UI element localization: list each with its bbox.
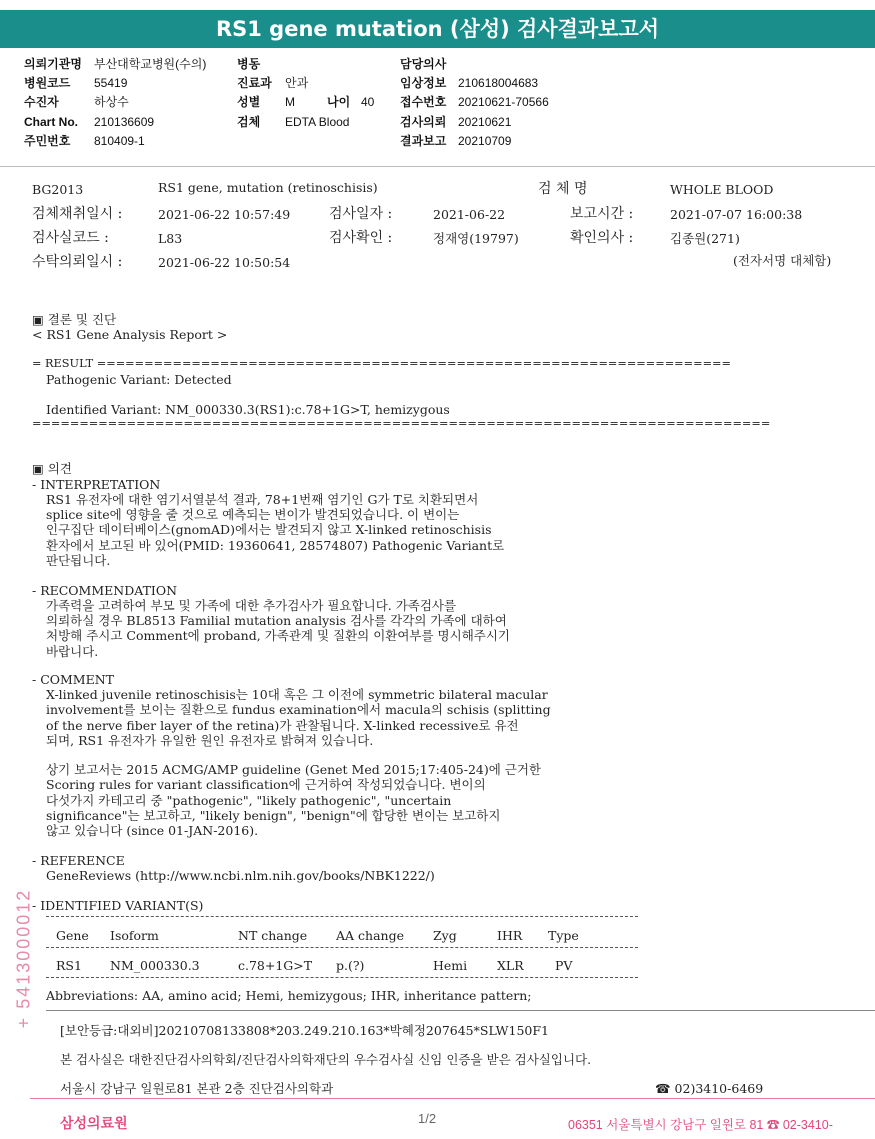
recom-line: 가족력을 고려하여 부모 및 가족에 대한 추가검사가 필요합니다. 가족검사를 [46,598,457,613]
header-key: 의뢰기관명 [24,57,82,71]
header-value: 20210621 [458,115,512,129]
header-value: 810409-1 [94,134,145,148]
confirm-value: 정재영(19797) [433,231,519,246]
identified-variant: Identified Variant: NM_000330.3(RS1):c.78+1G>T, hemizygous [46,402,450,417]
identified-variants-heading: - IDENTIFIED VARIANT(S) [32,898,204,913]
table-cell-type: PV [555,958,573,973]
table-header-ihr: IHR [497,928,523,943]
header-row-ward [237,56,285,72]
comment2-line: 상기 보고서는 2015 ACMG/AMP guideline (Genet Med 2015;17:405-24)에 근거한 [46,762,541,777]
page-number: 1/2 [418,1111,437,1126]
header-key: Chart No. [24,115,78,129]
header-row-department [237,75,308,91]
header-key: 진료과 [237,76,272,90]
reporttime-value: 2021-07-07 16:00:38 [670,207,803,222]
header-key: 병동 [237,57,261,71]
header-row-institution [24,56,206,72]
reference-link: GeneReviews (http://www.ncbi.nlm.nih.gov/books/NBK1222/) [46,868,435,883]
side-barcode-number: + 5413000012 [13,888,34,1029]
recom-line: 바랍니다. [46,644,99,659]
header-row-specimen [237,114,349,130]
reporttime-label: 보고시간 : [570,206,634,222]
pathogenic-status: Pathogenic Variant: Detected [46,372,232,387]
header-row-hospital-code [24,75,127,91]
certification-text: 본 검사실은 대한진단검사의학회/진단검사의학재단의 우수검사실 신임 인증을 받은 검사실입니다. [60,1052,592,1067]
header-key: 검사의뢰 [400,115,447,129]
header-key: 병원코드 [24,76,71,90]
patient-header [0,48,875,167]
header-key: 성별 [237,95,261,109]
testdate-label: 검사일자 : [329,206,393,222]
comment-line: 되며, RS1 유전자가 유일한 원인 유전자로 밝혀져 있습니다. [46,733,374,748]
table-cell-gene: RS1 [56,958,82,973]
interp-line: RS1 유전자에 대한 염기서열분석 결과, 78+1번째 염기인 G가 T로 치환되면서 [46,492,479,507]
confirm-label: 검사확인 : [329,230,393,246]
header-value: 210618004683 [458,76,539,90]
header-key: 담당의사 [400,57,447,71]
test-code: BG2013 [32,182,84,197]
header-value: M [285,95,295,109]
header-key: 나이 [327,95,351,109]
bottom-address: 06351 서울특별시 강남구 일원로 81 ☎ 02-3410- [568,1118,833,1132]
abbreviations: Abbreviations: AA, amino acid; Hemi, hemizygous; IHR, inheritance pattern; [46,988,532,1003]
table-top-rule [46,916,638,917]
bottom-bar [0,1101,875,1139]
header-key: 임상정보 [400,76,447,90]
comment-heading: - COMMENT [32,672,115,687]
header-value: 20210621-70566 [458,95,549,109]
interp-line: 환자에서 보고된 바 있어(PMID: 19360641, 28574807) Pathogenic Variant로 [46,538,505,553]
header-key: 접수번호 [400,95,447,109]
recommendation-heading: - RECOMMENDATION [32,583,178,598]
lab-phone: ☎ 02)3410-6469 [655,1081,764,1096]
table-header-aa: AA change [336,928,404,943]
pink-divider [30,1098,875,1099]
table-cell-ihr: XLR [497,958,524,973]
report-title: RS1 gene mutation (삼성) 검사결과보고서 [0,10,875,48]
comment-line: of the nerve fiber layer of the retina)가 관찰됩니다. X-linked recessive로 유전 [46,718,519,733]
header-value: 40 [361,95,375,109]
header-value: 55419 [94,76,128,90]
report-subtitle: < RS1 Gene Analysis Report > [32,327,228,342]
collect-value: 2021-06-22 10:57:49 [158,207,291,222]
table-cell-zyg: Hemi [433,958,468,973]
header-row-sex [237,94,295,110]
security-line: [보안등급:대외비]20210708133808*203.249.210.163*박혜정207645*SLW150F1 [60,1023,549,1038]
doctor-label: 확인의사 : [570,230,634,246]
labcode-value: L83 [158,231,183,246]
doctor-value: 김종원(271) [670,231,740,246]
footer-divider [46,1010,875,1011]
table-cell-isoform: NM_000330.3 [110,958,200,973]
header-key: 검체 [237,115,261,129]
header-row-patient [24,94,129,110]
result-rule: = RESULT =================================================================== [32,357,731,370]
opinion-heading: ▣ 의견 [32,461,72,476]
header-row-physician [400,56,458,72]
header-value: EDTA Blood [285,115,350,129]
collect-label: 검체채취일시 : [32,206,123,222]
header-value: 20210709 [458,134,512,148]
header-row-age [327,94,374,110]
table-cell-aa: p.(?) [336,958,365,973]
header-value: 210136609 [94,115,155,129]
recom-line: 처방해 주시고 Comment에 proband, 가족관계 및 질환의 이환여부를 명시해주시기 [46,628,510,643]
conclusion-heading: ▣ 결론 및 진단 [32,312,117,327]
header-value: 하상수 [94,95,129,109]
reference-heading: - REFERENCE [32,853,125,868]
header-row-clinical-info [400,75,538,91]
specimen-value: WHOLE BLOOD [670,182,774,197]
table-header-isoform: Isoform [110,928,159,943]
specimen-label: 검 체 명 [538,181,588,197]
table-header-gene: Gene [56,928,89,943]
comment2-line: 않고 있습니다 (since 01-JAN-2016). [46,823,259,838]
header-row-chart-no [24,114,154,130]
esign-note: (전자서명 대체함) [733,253,832,268]
header-row-id-number [24,133,145,149]
labcode-label: 검사실코드 : [32,230,109,246]
header-value: 안과 [285,76,309,90]
header-key: 수진자 [24,95,59,109]
org-name: 삼성의료원 [60,1115,128,1131]
comment-line: involvement를 보이는 질환으로 fundus examination에서 macula의 schisis (splitting [46,702,551,717]
header-row-receipt-no [400,94,549,110]
comment2-line: significance"는 보고하고, "likely benign", "benign"에 합당한 변이는 보고하지 [46,808,501,823]
header-row-request-date [400,114,511,130]
testdate-value: 2021-06-22 [433,207,506,222]
comment2-line: 다섯가지 카테고리 중 "pathogenic", "likely pathogenic", "uncertain [46,793,452,808]
equals-rule: ============================================================================== [32,417,771,430]
interp-line: splice site에 영향을 줄 것으로 예측되는 변이가 발견되었습니다. 이 변이는 [46,507,460,522]
recom-line: 의뢰하실 경우 BL8513 Familial mutation analysis 검사를 각각의 가족에 대하여 [46,613,507,628]
receive-label: 수탁의뢰일시 : [32,254,123,270]
header-value: 부산대학교병원(수의) [94,57,207,71]
receive-value: 2021-06-22 10:50:54 [158,255,291,270]
table-header-type: Type [548,928,579,943]
interp-line: 인구집단 데이터베이스(gnomAD)에서는 발견되지 않고 X-linked retinoschisis [46,522,492,537]
interp-line: 판단됩니다. [46,553,111,568]
lab-address: 서울시 강남구 일원로81 본관 2층 진단검사의학과 [60,1081,334,1096]
header-key: 결과보고 [400,134,447,148]
table-header-zyg: Zyg [433,928,457,943]
header-row-report-date [400,133,511,149]
table-header-nt: NT change [238,928,308,943]
table-cell-nt: c.78+1G>T [238,958,313,973]
table-bottom-rule [46,977,638,978]
comment2-line: Scoring rules for variant classification에 근거하여 작성되었습니다. 변이의 [46,777,486,792]
table-header-rule [46,947,638,948]
header-key: 주민번호 [24,134,71,148]
test-name: RS1 gene, mutation (retinoschisis) [158,180,378,195]
comment-line: X-linked juvenile retinoschisis는 10대 혹은 그 이전에 symmetric bilateral macular [46,687,548,702]
interpretation-heading: - INTERPRETATION [32,477,161,492]
